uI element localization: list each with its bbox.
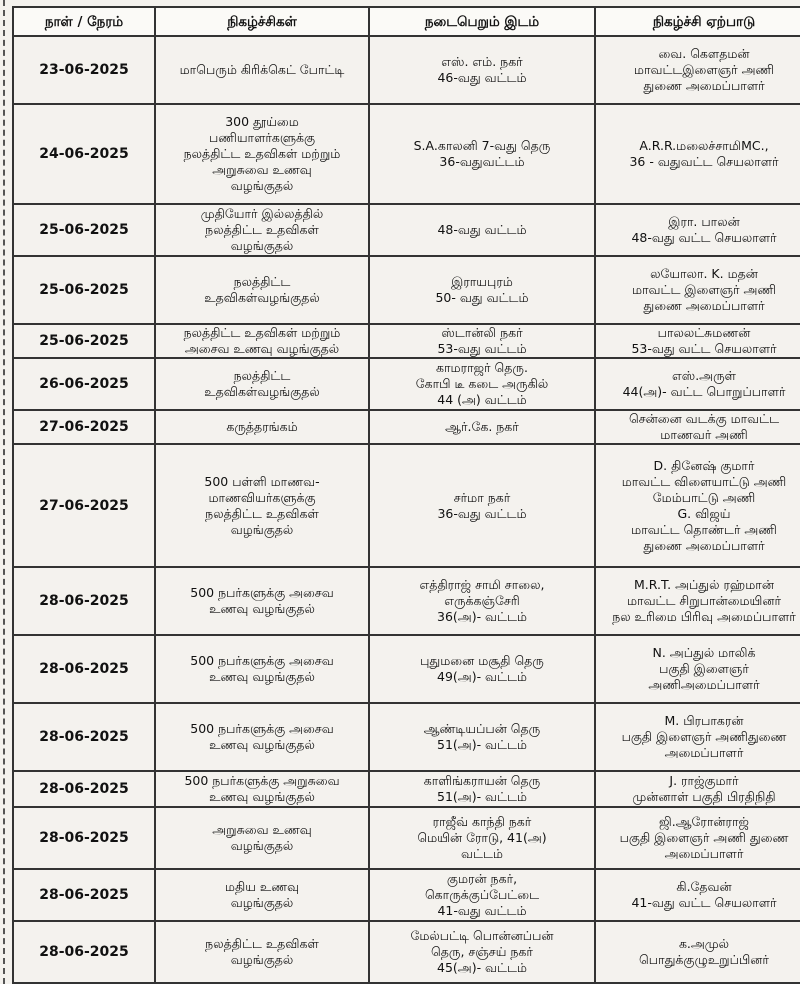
organizer-line: A.R.R.மலைச்சாமிMC.,	[639, 138, 769, 153]
event-line: வழங்குதல்	[230, 895, 294, 910]
cell-place	[369, 869, 595, 921]
place-line: ஆண்டியப்பன் தெரு	[423, 721, 541, 736]
event-line: உணவு வழங்குதல்	[209, 601, 315, 616]
organizer-line: க.அமுல்	[678, 936, 730, 951]
cell-date: 26-06-2025	[13, 358, 155, 410]
schedule-table	[12, 6, 800, 984]
cell-event	[155, 36, 369, 104]
organizer-line: மாவட்டஇளைஞர் அணி	[633, 62, 775, 77]
cell-organizer	[595, 771, 800, 807]
organizer-line: 53-வது வட்ட செயலாளர்	[631, 341, 777, 356]
organizer-line: G. விஜய்	[677, 505, 731, 521]
place-line: 51(அ)- வட்டம்	[437, 789, 527, 804]
place-line: 50- வது வட்டம்	[435, 290, 529, 305]
cell-event	[155, 444, 369, 567]
event-line: மாணவியர்களுக்கு	[208, 489, 316, 505]
cell-date: 28-06-2025	[13, 807, 155, 869]
cell-place	[369, 36, 595, 104]
place-line: சர்மா நகர்	[453, 489, 511, 505]
cell-place	[369, 807, 595, 869]
event-line: வழங்குதல்	[230, 238, 294, 253]
cell-place	[369, 921, 595, 983]
cell-organizer	[595, 358, 800, 410]
cell-date: 23-06-2025	[13, 36, 155, 104]
cell-place	[369, 104, 595, 204]
place-line: ஆர்.கே. நகர்	[445, 419, 519, 434]
table-row	[13, 36, 800, 104]
organizer-line: முன்னாள் பகுதி பிரதிநிதி	[632, 789, 776, 804]
place-line: 49(அ)- வட்டம்	[437, 669, 527, 684]
organizer-line: 36 - வதுவட்ட செயலாளர்	[629, 154, 779, 169]
page-edge-dashed-border	[3, 0, 5, 984]
table-row	[13, 807, 800, 869]
place-line: மெயின் ரோடு, 41(அ)	[417, 830, 547, 845]
cell-date: 28-06-2025	[13, 771, 155, 807]
organizer-line: சென்னை வடக்கு மாவட்ட	[628, 411, 780, 426]
place-line: இராயபுரம்	[451, 274, 513, 289]
cell-event	[155, 807, 369, 869]
event-line: மதிய உணவு	[224, 879, 300, 894]
organizer-line: M. பிரபாகரன்	[664, 713, 744, 728]
cell-organizer	[595, 324, 800, 358]
organizer-line: மாணவர் அணி	[660, 427, 748, 442]
event-line: உணவு வழங்குதல்	[209, 789, 315, 804]
organizer-line: J. ராஜ்குமார்	[669, 773, 739, 788]
event-line: 500 நபர்களுக்கு அசைவ	[190, 721, 334, 736]
cell-date: 27-06-2025	[13, 410, 155, 444]
event-line: உதவிகள்வழங்குதல்	[204, 384, 320, 399]
organizer-line: N. அப்துல் மாலிக்	[652, 645, 756, 660]
place-line: வட்டம்	[461, 846, 503, 861]
cell-event	[155, 635, 369, 703]
cell-place	[369, 567, 595, 635]
cell-place	[369, 204, 595, 256]
table-row	[13, 869, 800, 921]
cell-place	[369, 444, 595, 567]
cell-organizer	[595, 444, 800, 567]
event-line: நலத்திட்ட உதவிகள் மற்றும்	[183, 146, 341, 161]
cell-organizer	[595, 703, 800, 771]
place-line: 51(அ)- வட்டம்	[437, 737, 527, 752]
event-line: 500 நபர்களுக்கு அசைவ	[190, 653, 334, 668]
organizer-line: எஸ்.அருள்	[672, 368, 736, 383]
event-line: 500 நபர்களுக்கு அசைவ	[190, 585, 334, 600]
place-line: 44 (அ) வட்டம்	[437, 392, 527, 407]
table-row	[13, 703, 800, 771]
cell-date: 27-06-2025	[13, 444, 155, 567]
cell-organizer	[595, 869, 800, 921]
cell-organizer	[595, 921, 800, 983]
cell-organizer	[595, 635, 800, 703]
event-line: 300 தூய்மை	[225, 114, 299, 129]
place-line: தெரு, சஞ்சய் நகர்	[431, 944, 533, 959]
organizer-line: 41-வது வட்ட செயலாளர்	[631, 895, 777, 910]
cell-event	[155, 921, 369, 983]
organizer-line: மாவட்ட தொண்டர் அணி	[631, 521, 777, 537]
header-organizer: நிகழ்ச்சி ஏற்பாடு	[595, 7, 800, 36]
event-line: வழங்குதல்	[230, 521, 294, 537]
cell-event	[155, 869, 369, 921]
cell-organizer	[595, 256, 800, 324]
cell-date: 28-06-2025	[13, 703, 155, 771]
cell-event	[155, 567, 369, 635]
table-row	[13, 635, 800, 703]
cell-date: 28-06-2025	[13, 869, 155, 921]
header-venue: நடைபெறும் இடம்	[369, 7, 595, 36]
organizer-line: துணை அமைப்பாளர்	[643, 537, 765, 553]
place-line: 45(அ)- வட்டம்	[437, 960, 527, 975]
cell-event	[155, 204, 369, 256]
table-row	[13, 771, 800, 807]
organizer-line: துணை அமைப்பாளர்	[643, 78, 765, 93]
cell-place	[369, 635, 595, 703]
cell-event	[155, 703, 369, 771]
organizer-line: பகுதி இளைஞர் அணி துணை	[619, 830, 789, 845]
organizer-line: பொதுக்குழுஉறுப்பினர்	[639, 952, 769, 967]
cell-date: 28-06-2025	[13, 635, 155, 703]
cell-organizer	[595, 567, 800, 635]
organizer-line: வை. கௌதமன்	[658, 46, 750, 61]
cell-organizer	[595, 807, 800, 869]
place-line: எஸ். எம். நகர்	[441, 54, 523, 69]
place-line: 41-வது வட்டம்	[437, 903, 527, 918]
event-line: நலத்திட்ட உதவிகள் மற்றும்	[183, 325, 341, 340]
organizer-line: மாவட்ட இளைஞர் அணி	[631, 282, 777, 297]
cell-event	[155, 324, 369, 358]
cell-place	[369, 410, 595, 444]
cell-place	[369, 358, 595, 410]
place-line: S.A.காலனி 7-வது தெரு	[413, 138, 551, 153]
event-line: நலத்திட்ட உதவிகள்	[205, 936, 319, 951]
place-line: கொருக்குப்பேட்டை	[424, 887, 540, 902]
organizer-line: மாவட்ட சிறுபான்மையினர்	[627, 593, 781, 608]
event-line: நலத்திட்ட உதவிகள்	[205, 222, 319, 237]
event-line: அறுசுவை உணவு	[212, 822, 312, 837]
place-line: 46-வது வட்டம்	[437, 70, 527, 85]
cell-date: 28-06-2025	[13, 921, 155, 983]
cell-date: 24-06-2025	[13, 104, 155, 204]
event-line: வழங்குதல்	[230, 178, 294, 193]
table-row	[13, 410, 800, 444]
organizer-line: இரா. பாலன்	[668, 214, 740, 229]
event-line: அசைவ உணவு வழங்குதல்	[184, 341, 340, 356]
cell-place	[369, 256, 595, 324]
place-line: 36-வதுவட்டம்	[439, 154, 525, 169]
header-events: நிகழ்ச்சிகள்	[155, 7, 369, 36]
organizer-line: M.R.T. அப்துல் ரஹ்மான்	[634, 577, 774, 592]
organizer-line: D. தினேஷ் குமார்	[653, 457, 755, 473]
organizer-line: லயோலா. K. மதன்	[650, 266, 758, 281]
event-line: கருத்தரங்கம்	[226, 419, 298, 434]
table-header-row	[13, 7, 800, 36]
cell-organizer	[595, 204, 800, 256]
place-line: குமரன் நகர்,	[446, 871, 518, 886]
table-row	[13, 324, 800, 358]
place-line: 53-வது வட்டம்	[437, 341, 527, 356]
organizer-line: மாவட்ட விளையாட்டு அணி	[621, 473, 787, 489]
place-line: 36(அ)- வட்டம்	[437, 609, 527, 624]
event-line: நலத்திட்ட	[233, 274, 291, 289]
place-line: ராஜீவ் காந்தி நகர்	[432, 814, 532, 829]
organizer-line: ஜி.ஆரோன்ராஜ்	[659, 814, 749, 829]
organizer-line: மேம்பாட்டு அணி	[652, 489, 756, 505]
event-line: 500 நபர்களுக்கு அறுசுவை	[184, 773, 340, 788]
header-date-time: நாள் / நேரம்	[13, 7, 155, 36]
place-line: காமராஜர் தெரு.	[436, 360, 528, 375]
place-line: காளிங்கராயன் தெரு	[423, 773, 541, 788]
organizer-line: அணிஅமைப்பாளர்	[648, 677, 760, 692]
cell-organizer	[595, 36, 800, 104]
cell-place	[369, 703, 595, 771]
place-line: 36-வது வட்டம்	[437, 505, 527, 521]
organizer-line: பகுதி இளைஞர் அணிதுணை	[621, 729, 787, 744]
table-row	[13, 204, 800, 256]
organizer-line: துணை அமைப்பாளர்	[643, 298, 765, 313]
event-line: வழங்குதல்	[230, 838, 294, 853]
table-row	[13, 358, 800, 410]
place-line: 48-வது வட்டம்	[437, 222, 527, 237]
place-line: எருக்கஞ்சேரி	[444, 593, 520, 608]
cell-date: 25-06-2025	[13, 204, 155, 256]
event-line: பணியாளர்களுக்கு	[208, 130, 316, 145]
place-line: புதுமனை மசூதி தெரு	[420, 653, 544, 668]
table-row	[13, 921, 800, 983]
cell-date: 28-06-2025	[13, 567, 155, 635]
organizer-line: நல உரிமை பிரிவு அமைப்பாளர்	[612, 609, 796, 624]
cell-event	[155, 358, 369, 410]
cell-event	[155, 104, 369, 204]
organizer-line: அமைப்பாளர்	[664, 745, 744, 760]
organizer-line: பாலலட்சுமணன்	[657, 325, 751, 340]
place-line: கோபி டீ கடை அருகில்	[415, 376, 549, 391]
cell-date: 25-06-2025	[13, 324, 155, 358]
cell-event	[155, 410, 369, 444]
event-line: நலத்திட்ட உதவிகள்	[205, 505, 319, 521]
event-line: வழங்குதல்	[230, 952, 294, 967]
event-line: உணவு வழங்குதல்	[209, 737, 315, 752]
event-line: உணவு வழங்குதல்	[209, 669, 315, 684]
organizer-line: 48-வது வட்ட செயலாளர்	[631, 230, 777, 245]
event-line: நலத்திட்ட	[233, 368, 291, 383]
event-line: உதவிகள்வழங்குதல்	[204, 290, 320, 305]
event-line: முதியோர் இல்லத்தில்	[200, 206, 324, 221]
cell-place	[369, 324, 595, 358]
organizer-line: 44(அ)- வட்ட பொறுப்பாளர்	[622, 384, 786, 399]
place-line: மேல்பட்டி பொன்னப்பன்	[410, 928, 554, 943]
place-line: எத்திராஜ் சாமி சாலை,	[419, 577, 545, 592]
table-row	[13, 567, 800, 635]
event-line: 500 பள்ளி மாணவ-	[204, 473, 320, 489]
place-line: ஸ்டான்லி நகர்	[441, 325, 523, 340]
cell-organizer	[595, 104, 800, 204]
organizer-line: கி.தேவன்	[676, 879, 732, 894]
event-line: மாபெரும் கிரிக்கெட் போட்டி	[179, 62, 345, 77]
cell-event	[155, 256, 369, 324]
cell-organizer	[595, 410, 800, 444]
organizer-line: பகுதி இளைஞர்	[659, 661, 749, 676]
cell-place	[369, 771, 595, 807]
organizer-line: அமைப்பாளர்	[664, 846, 744, 861]
table-row	[13, 256, 800, 324]
table-row	[13, 104, 800, 204]
cell-date: 25-06-2025	[13, 256, 155, 324]
cell-event	[155, 771, 369, 807]
event-line: அறுசுவை உணவு	[212, 162, 312, 177]
table-row	[13, 444, 800, 567]
table-body	[13, 36, 800, 983]
